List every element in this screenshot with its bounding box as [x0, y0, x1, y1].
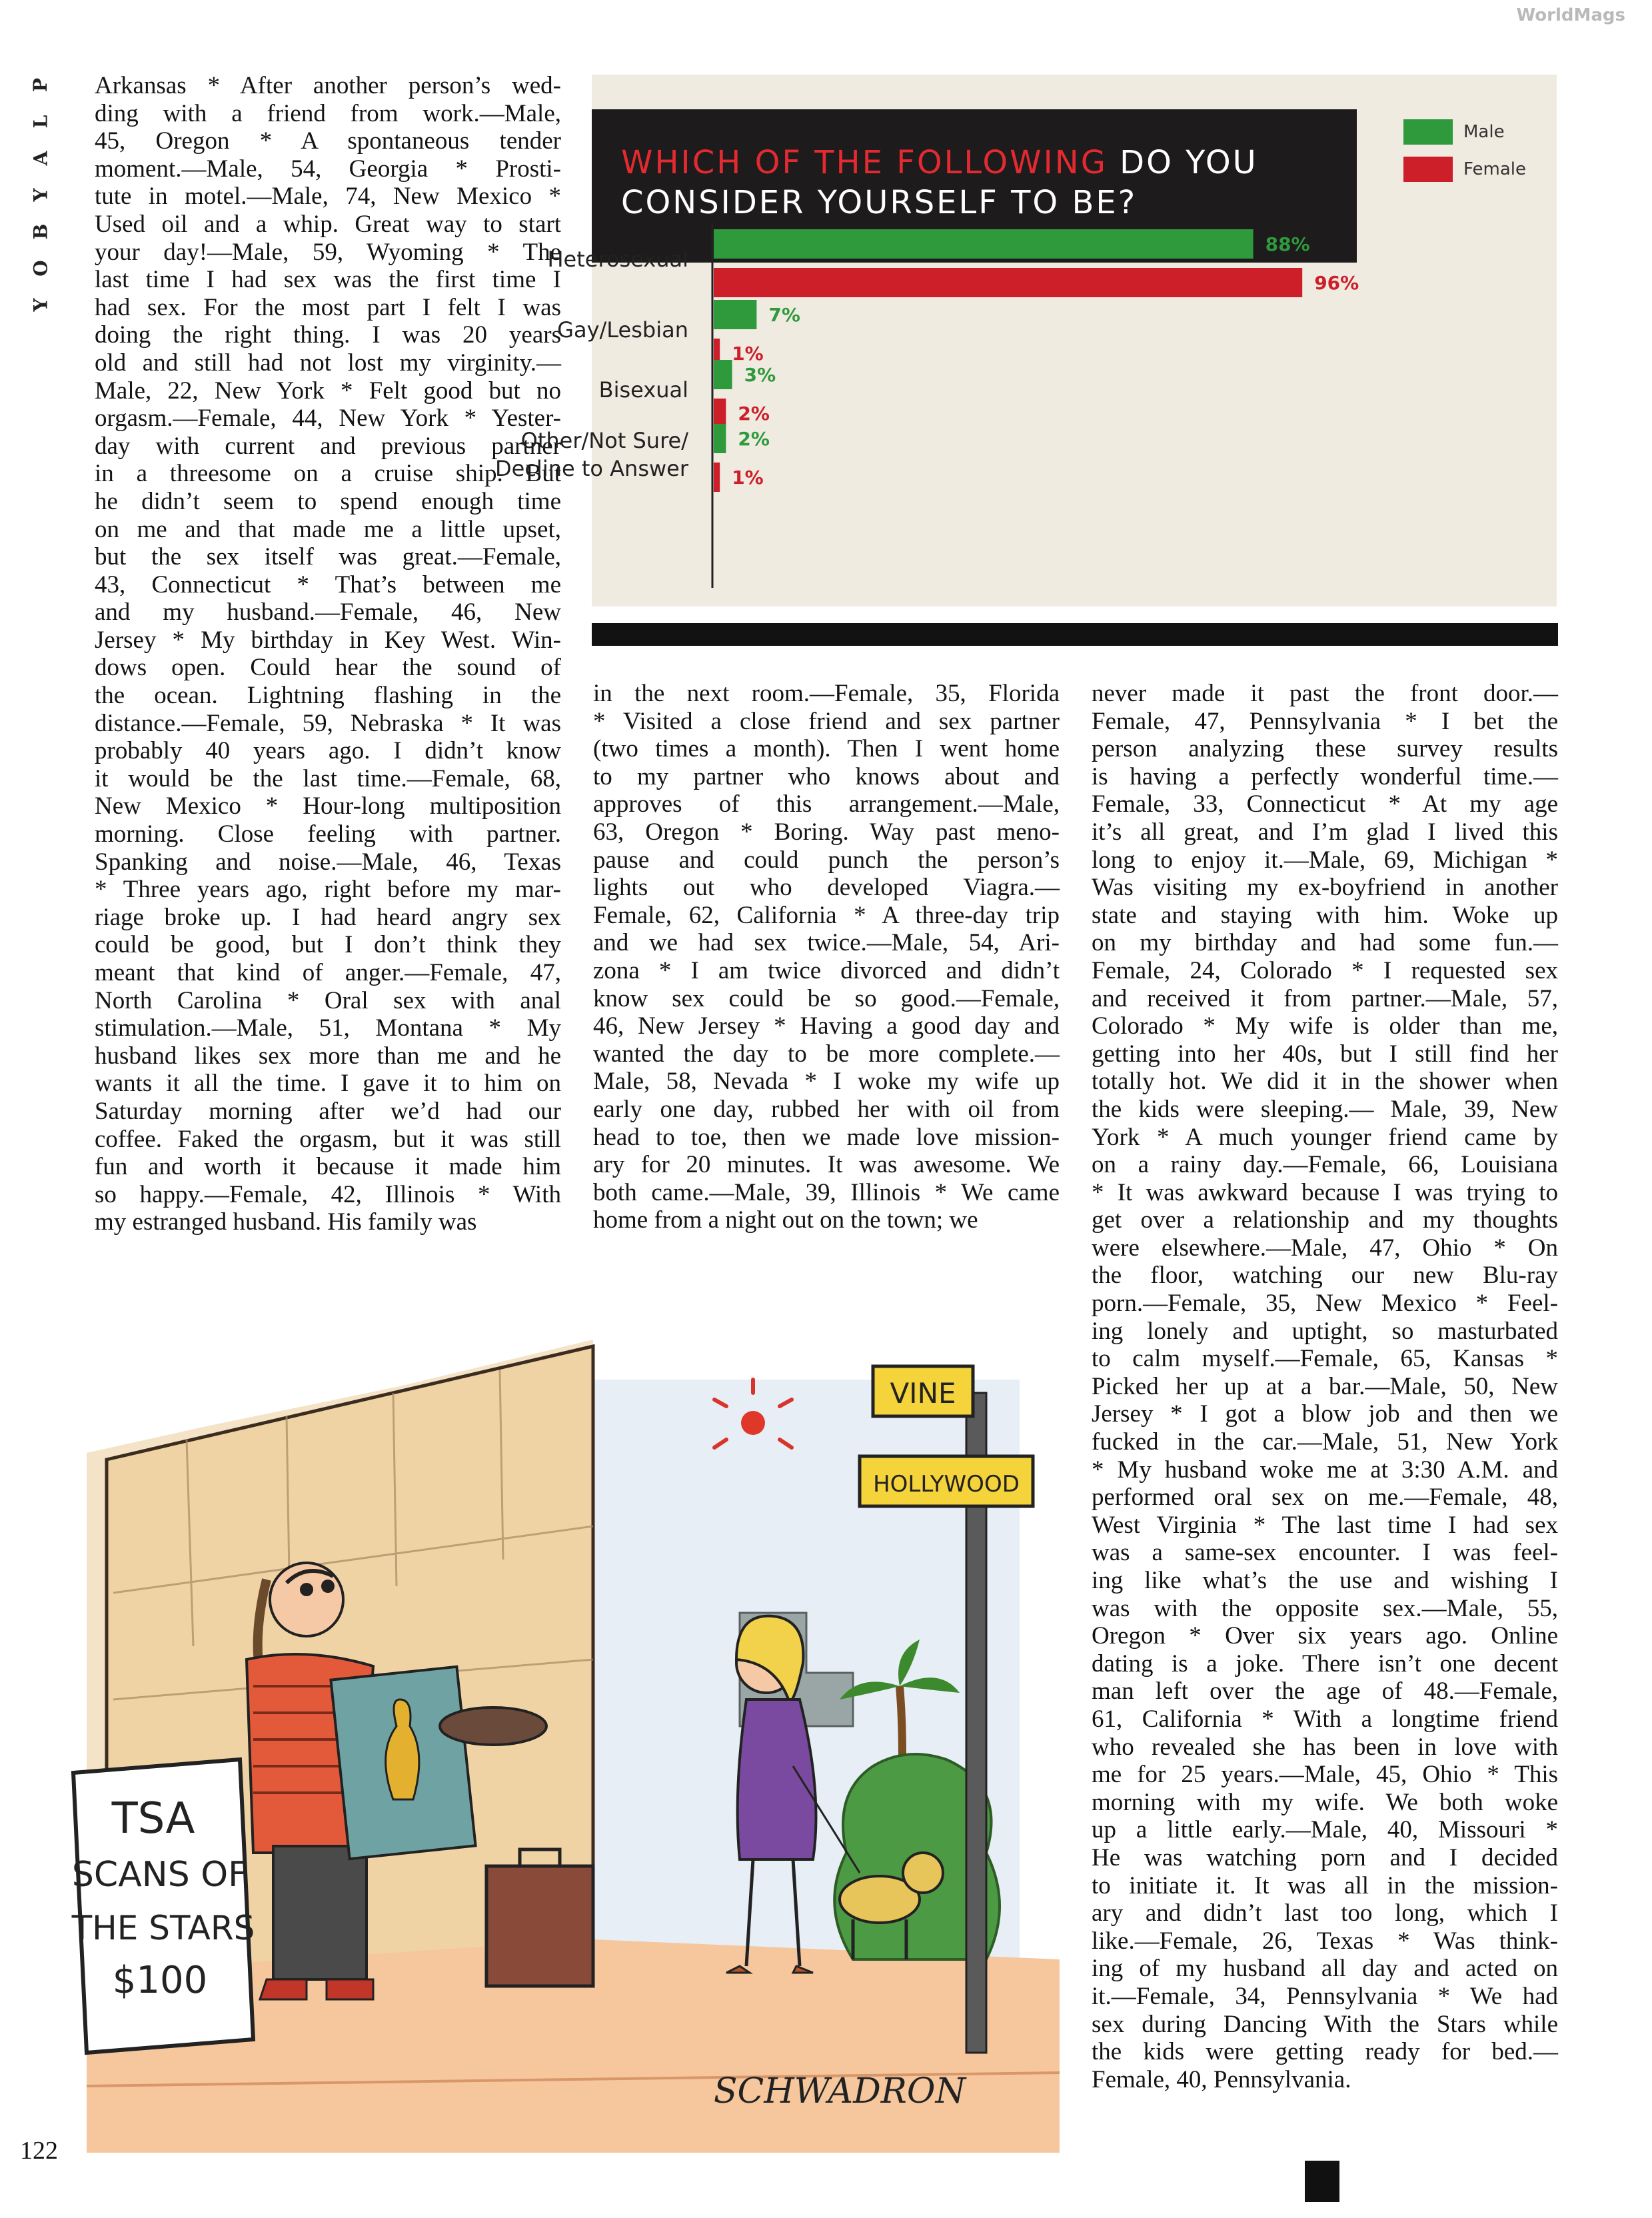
- text-line: Jersey * My birthday in Key West. Win-: [95, 626, 561, 654]
- text-line: it.—Female, 34, Pennsylvania * We had: [1092, 1982, 1558, 2010]
- text-line: distance.—Female, 59, Nebraska * It was: [95, 709, 561, 737]
- chart-title-rest: DO YOU: [1120, 144, 1258, 181]
- text-line: ary and didn’t last too long, which I: [1092, 1899, 1558, 1927]
- text-line: * It was awkward because I was trying to: [1092, 1178, 1558, 1206]
- text-line: 46, New Jersey * Having a good day and: [593, 1012, 1060, 1040]
- text-line: old and still had not lost my virginity.—: [95, 349, 561, 377]
- legend-label-male: Male: [1463, 122, 1505, 142]
- text-line: to initiate it. It was all in the mission-: [1092, 1871, 1558, 1899]
- text-line: were elsewhere.—Male, 47, Ohio * On: [1092, 1234, 1558, 1262]
- text-line: but the sex itself was great.—Female,: [95, 543, 561, 571]
- text-line: ing of my husband all day and acted on: [1092, 1955, 1558, 1983]
- text-line: is having a perfectly wonderful time.—: [1092, 762, 1558, 790]
- text-line: it’s all great, and I’m glad I lived this: [1092, 818, 1558, 846]
- category-label: Other/Not Sure/: [520, 428, 688, 453]
- text-line: 43, Connecticut * That’s between me: [95, 570, 561, 598]
- text-line: in the next room.—Female, 35, Florida: [593, 680, 1060, 707]
- text-line: Oregon * Over six years ago. Online: [1092, 1622, 1558, 1650]
- text-line: and we had sex twice.—Male, 54, Ari-: [593, 929, 1060, 957]
- chart-panel: [495, 75, 1557, 606]
- text-line: head to toe, then we made love mission-: [593, 1123, 1060, 1151]
- text-line: porn.—Female, 35, New Mexico * Feel-: [1092, 1290, 1558, 1318]
- data-label: 7%: [768, 304, 800, 326]
- text-line: stimulation.—Male, 51, Montana * My: [95, 1014, 561, 1042]
- watermark: WorldMags: [1516, 5, 1625, 25]
- street-sign-1-label: VINE: [890, 1377, 956, 1410]
- page-number: 122: [20, 2137, 58, 2165]
- category-label: Bisexual: [598, 377, 688, 403]
- text-line: Spanking and noise.—Male, 46, Texas: [95, 848, 561, 876]
- text-line: dows open. Could hear the sound of: [95, 654, 561, 682]
- running-head-letter: P: [29, 77, 52, 93]
- text-line: doing the right thing. I was 20 years: [95, 321, 561, 349]
- category-label: Gay/Lesbian: [557, 317, 688, 343]
- data-label: 1%: [732, 467, 764, 489]
- text-line: Female, 33, Connecticut * At my age: [1092, 790, 1558, 818]
- text-line: meant that kind of anger.—Female, 47,: [95, 959, 561, 986]
- text-line: sex during Dancing With the Stars while: [1092, 2010, 1558, 2038]
- text-line: your day!—Male, 59, Wyoming * The: [95, 238, 561, 266]
- text-line: Arkansas * After another person’s wed-: [95, 72, 561, 99]
- bar-female: [714, 463, 720, 492]
- text-line: Female, 47, Pennsylvania * I bet the: [1092, 707, 1558, 735]
- text-line: had sex. For the most part I felt I was: [95, 293, 561, 321]
- text-line: * Three years ago, right before my mar-: [95, 876, 561, 904]
- text-line: Female, 40, Pennsylvania.: [1092, 2065, 1351, 2093]
- text-line: Female, 62, California * A three-day trip: [593, 901, 1060, 929]
- street-sign-vine: [873, 1366, 973, 1416]
- running-head-letter: A: [29, 151, 52, 166]
- text-line: and my husband.—Female, 46, New: [95, 598, 561, 626]
- bar-male: [714, 229, 1253, 259]
- text-line: zona * I am twice divorced and didn’t: [593, 956, 1060, 984]
- text-line: early one day, rubbed her with oil from: [593, 1095, 1060, 1123]
- running-head-letter: Y: [29, 298, 52, 312]
- data-label: 88%: [1265, 233, 1310, 255]
- text-line: on me and that made me a little upset,: [95, 515, 561, 543]
- text-line: Female, 24, Colorado * I requested sex: [1092, 956, 1558, 984]
- text-line: (two times a month). Then I went home: [593, 735, 1060, 763]
- text-line: could be good, but I don’t think they: [95, 931, 561, 959]
- text-line: the kids were getting ready for bed.—: [1092, 2038, 1558, 2066]
- running-head-letter: O: [29, 260, 52, 277]
- text-line: totally hot. We did it in the shower when: [1092, 1068, 1558, 1096]
- tsa-sign-line-3: THE STARS: [71, 1909, 255, 1947]
- text-line: fucked in the car.—Male, 51, New York: [1092, 1428, 1558, 1456]
- bar-female: [714, 399, 726, 428]
- text-line: morning. Close feeling with partner.: [95, 820, 561, 848]
- tsa-sign-line-1: TSA: [111, 1794, 195, 1843]
- text-line: it would be the last time.—Female, 68,: [95, 764, 561, 792]
- text-line: * My husband woke me at 3:30 A.M. and: [1092, 1456, 1558, 1484]
- text-line: wanted the day to be more complete.—: [593, 1040, 1060, 1068]
- category-label: Decline to Answer: [495, 456, 688, 481]
- text-line: to calm myself.—Female, 65, Kansas *: [1092, 1345, 1558, 1373]
- text-line: Picked her up at a bar.—Male, 50, New: [1092, 1372, 1558, 1400]
- chart-title-accent: WHICH OF THE FOLLOWING: [621, 144, 1108, 181]
- bar-male: [714, 360, 732, 389]
- text-line: Used oil and a whip. Great way to start: [95, 210, 561, 238]
- playboy-bunny-end-mark: [1305, 2161, 1339, 2202]
- text-line: New Mexico * Hour-long multiposition: [95, 792, 561, 820]
- text-line: long to enjoy it.—Male, 69, Michigan *: [1092, 846, 1558, 874]
- text-line: moment.—Male, 54, Georgia * Prosti-: [95, 155, 561, 183]
- text-line: Colorado * My wife is older than me,: [1092, 1012, 1558, 1040]
- text-line: pause and could punch the person’s: [593, 846, 1060, 874]
- street-sign-hollywood: [860, 1456, 1033, 1506]
- text-column-2: [593, 680, 1060, 1234]
- text-line: he didn’t seem to spend enough time: [95, 487, 561, 515]
- text-line: West Virginia * The last time I had sex: [1092, 1511, 1558, 1539]
- text-line: the kids were sleeping.— Male, 39, New: [1092, 1095, 1558, 1123]
- text-line: tute in motel.—Male, 74, New Mexico *: [95, 183, 561, 211]
- text-line: both came.—Male, 39, Illinois * We came: [593, 1178, 1060, 1206]
- text-line: orgasm.—Female, 44, New York * Yester-: [95, 405, 561, 433]
- sun-icon: [741, 1411, 765, 1435]
- text-line: up a little early.—Male, 40, Missouri *: [1092, 1816, 1558, 1844]
- cartoon-illustration: [71, 1300, 1060, 2153]
- text-line: Male, 22, New York * Felt good but no: [95, 377, 561, 405]
- suitcase: [486, 1849, 593, 1986]
- text-line: Jersey * I got a blow job and then we: [1092, 1400, 1558, 1428]
- text-line: day with current and previous partner: [95, 432, 561, 460]
- chart-bottom-rule: [592, 623, 1558, 646]
- bar-chart: [495, 75, 1557, 606]
- street-sign-2-label: HOLLYWOOD: [873, 1471, 1020, 1498]
- text-line: York * A much younger friend came by: [1092, 1123, 1558, 1151]
- text-line: was a same-sex encounter. I was feel-: [1092, 1539, 1558, 1567]
- text-line: Was visiting my ex-boyfriend in another: [1092, 874, 1558, 902]
- text-line: riage broke up. I had heard angry sex: [95, 903, 561, 931]
- running-head-letter: B: [29, 223, 52, 240]
- text-line: on my birthday and had some fun.—: [1092, 929, 1558, 957]
- text-line: fun and worth it because it made him: [95, 1153, 561, 1181]
- text-column-3: [1092, 680, 1558, 2093]
- cartoon-signature: SCHWADRON: [713, 2071, 966, 2111]
- text-line: dating is a joke. There isn’t one decent: [1092, 1650, 1558, 1677]
- tsa-sign: [71, 1759, 255, 2053]
- text-line: was with the opposite sex.—Male, 55,: [1092, 1594, 1558, 1622]
- text-column-1: [95, 72, 561, 1236]
- tsa-sign-line-2: SCANS OF: [71, 1855, 249, 1895]
- text-line: approves of this arrangement.—Male,: [593, 790, 1060, 818]
- text-line: know sex could be so good.—Female,: [593, 984, 1060, 1012]
- text-line: wants it all the time. I gave it to him on: [95, 1070, 561, 1098]
- text-line: who revealed she has been in love with: [1092, 1733, 1558, 1761]
- text-line: 61, California * With a longtime friend: [1092, 1705, 1558, 1733]
- data-label: 2%: [738, 403, 770, 425]
- data-label: 1%: [732, 343, 764, 365]
- text-line: in a threesome on a cruise ship. But: [95, 460, 561, 488]
- text-line: on a rainy day.—Female, 66, Louisiana: [1092, 1151, 1558, 1179]
- text-line: home from a night out on the town; we: [593, 1206, 978, 1234]
- text-line: Male, 58, Nevada * I woke my wife up: [593, 1068, 1060, 1096]
- text-line: last time I had sex was the first time I: [95, 266, 561, 294]
- running-head: [29, 67, 61, 323]
- running-head-letter: Y: [29, 188, 52, 202]
- text-line: * Visited a close friend and sex partner: [593, 707, 1060, 735]
- data-label: 96%: [1314, 272, 1359, 294]
- text-line: probably 40 years ago. I didn’t know: [95, 737, 561, 765]
- text-line: Saturday morning after we’d had our: [95, 1097, 561, 1125]
- text-line: 45, Oregon * A spontaneous tender: [95, 127, 561, 155]
- text-line: He was watching porn and I decided: [1092, 1843, 1558, 1871]
- text-line: my estranged husband. His family was: [95, 1208, 477, 1236]
- text-line: the floor, watching our new Blu-ray: [1092, 1262, 1558, 1290]
- text-line: ing like what’s the use and wishing I: [1092, 1567, 1558, 1594]
- bar-male: [714, 300, 756, 329]
- text-line: ary for 20 minutes. It was awesome. We: [593, 1151, 1060, 1179]
- text-line: coffee. Faked the orgasm, but it was still: [95, 1125, 561, 1153]
- text-line: state and staying with him. Woke up: [1092, 901, 1558, 929]
- text-line: performed oral sex on me.—Female, 48,: [1092, 1484, 1558, 1512]
- bar-male: [714, 424, 726, 453]
- text-line: ding with a friend from work.—Male,: [95, 99, 561, 127]
- text-line: morning with my wife. We both woke: [1092, 1788, 1558, 1816]
- text-line: North Carolina * Oral sex with anal: [95, 986, 561, 1014]
- text-line: person analyzing these survey results: [1092, 735, 1558, 763]
- text-line: 63, Oregon * Boring. Way past meno-: [593, 818, 1060, 846]
- text-line: so happy.—Female, 42, Illinois * With: [95, 1180, 561, 1208]
- category-label: Heterosexual: [547, 247, 688, 272]
- text-line: husband likes sex more than me and he: [95, 1042, 561, 1070]
- text-line: getting into her 40s, but I still find her: [1092, 1040, 1558, 1068]
- data-label: 3%: [744, 364, 776, 386]
- text-line: ing lonely and uptight, so masturbated: [1092, 1317, 1558, 1345]
- text-line: get over a relationship and my thoughts: [1092, 1206, 1558, 1234]
- data-label: 2%: [738, 428, 770, 450]
- text-line: to my partner who knows about and: [593, 762, 1060, 790]
- text-line: man left over the age of 48.—Female,: [1092, 1677, 1558, 1705]
- text-line: and received it from partner.—Male, 57,: [1092, 984, 1558, 1012]
- legend-label-female: Female: [1463, 159, 1527, 179]
- text-line: lights out who developed Viagra.—: [593, 874, 1060, 902]
- text-line: me for 25 years.—Male, 45, Ohio * This: [1092, 1761, 1558, 1789]
- running-head-letter: L: [29, 115, 52, 129]
- text-line: never made it past the front door.—: [1092, 680, 1558, 707]
- chart-title-line2: CONSIDER YOURSELF TO BE?: [621, 184, 1138, 221]
- bar-female: [714, 268, 1302, 297]
- tsa-sign-line-4: $100: [112, 1959, 208, 2002]
- text-line: the ocean. Lightning flashing in the: [95, 682, 561, 710]
- text-line: like.—Female, 26, Texas * Was think-: [1092, 1927, 1558, 1955]
